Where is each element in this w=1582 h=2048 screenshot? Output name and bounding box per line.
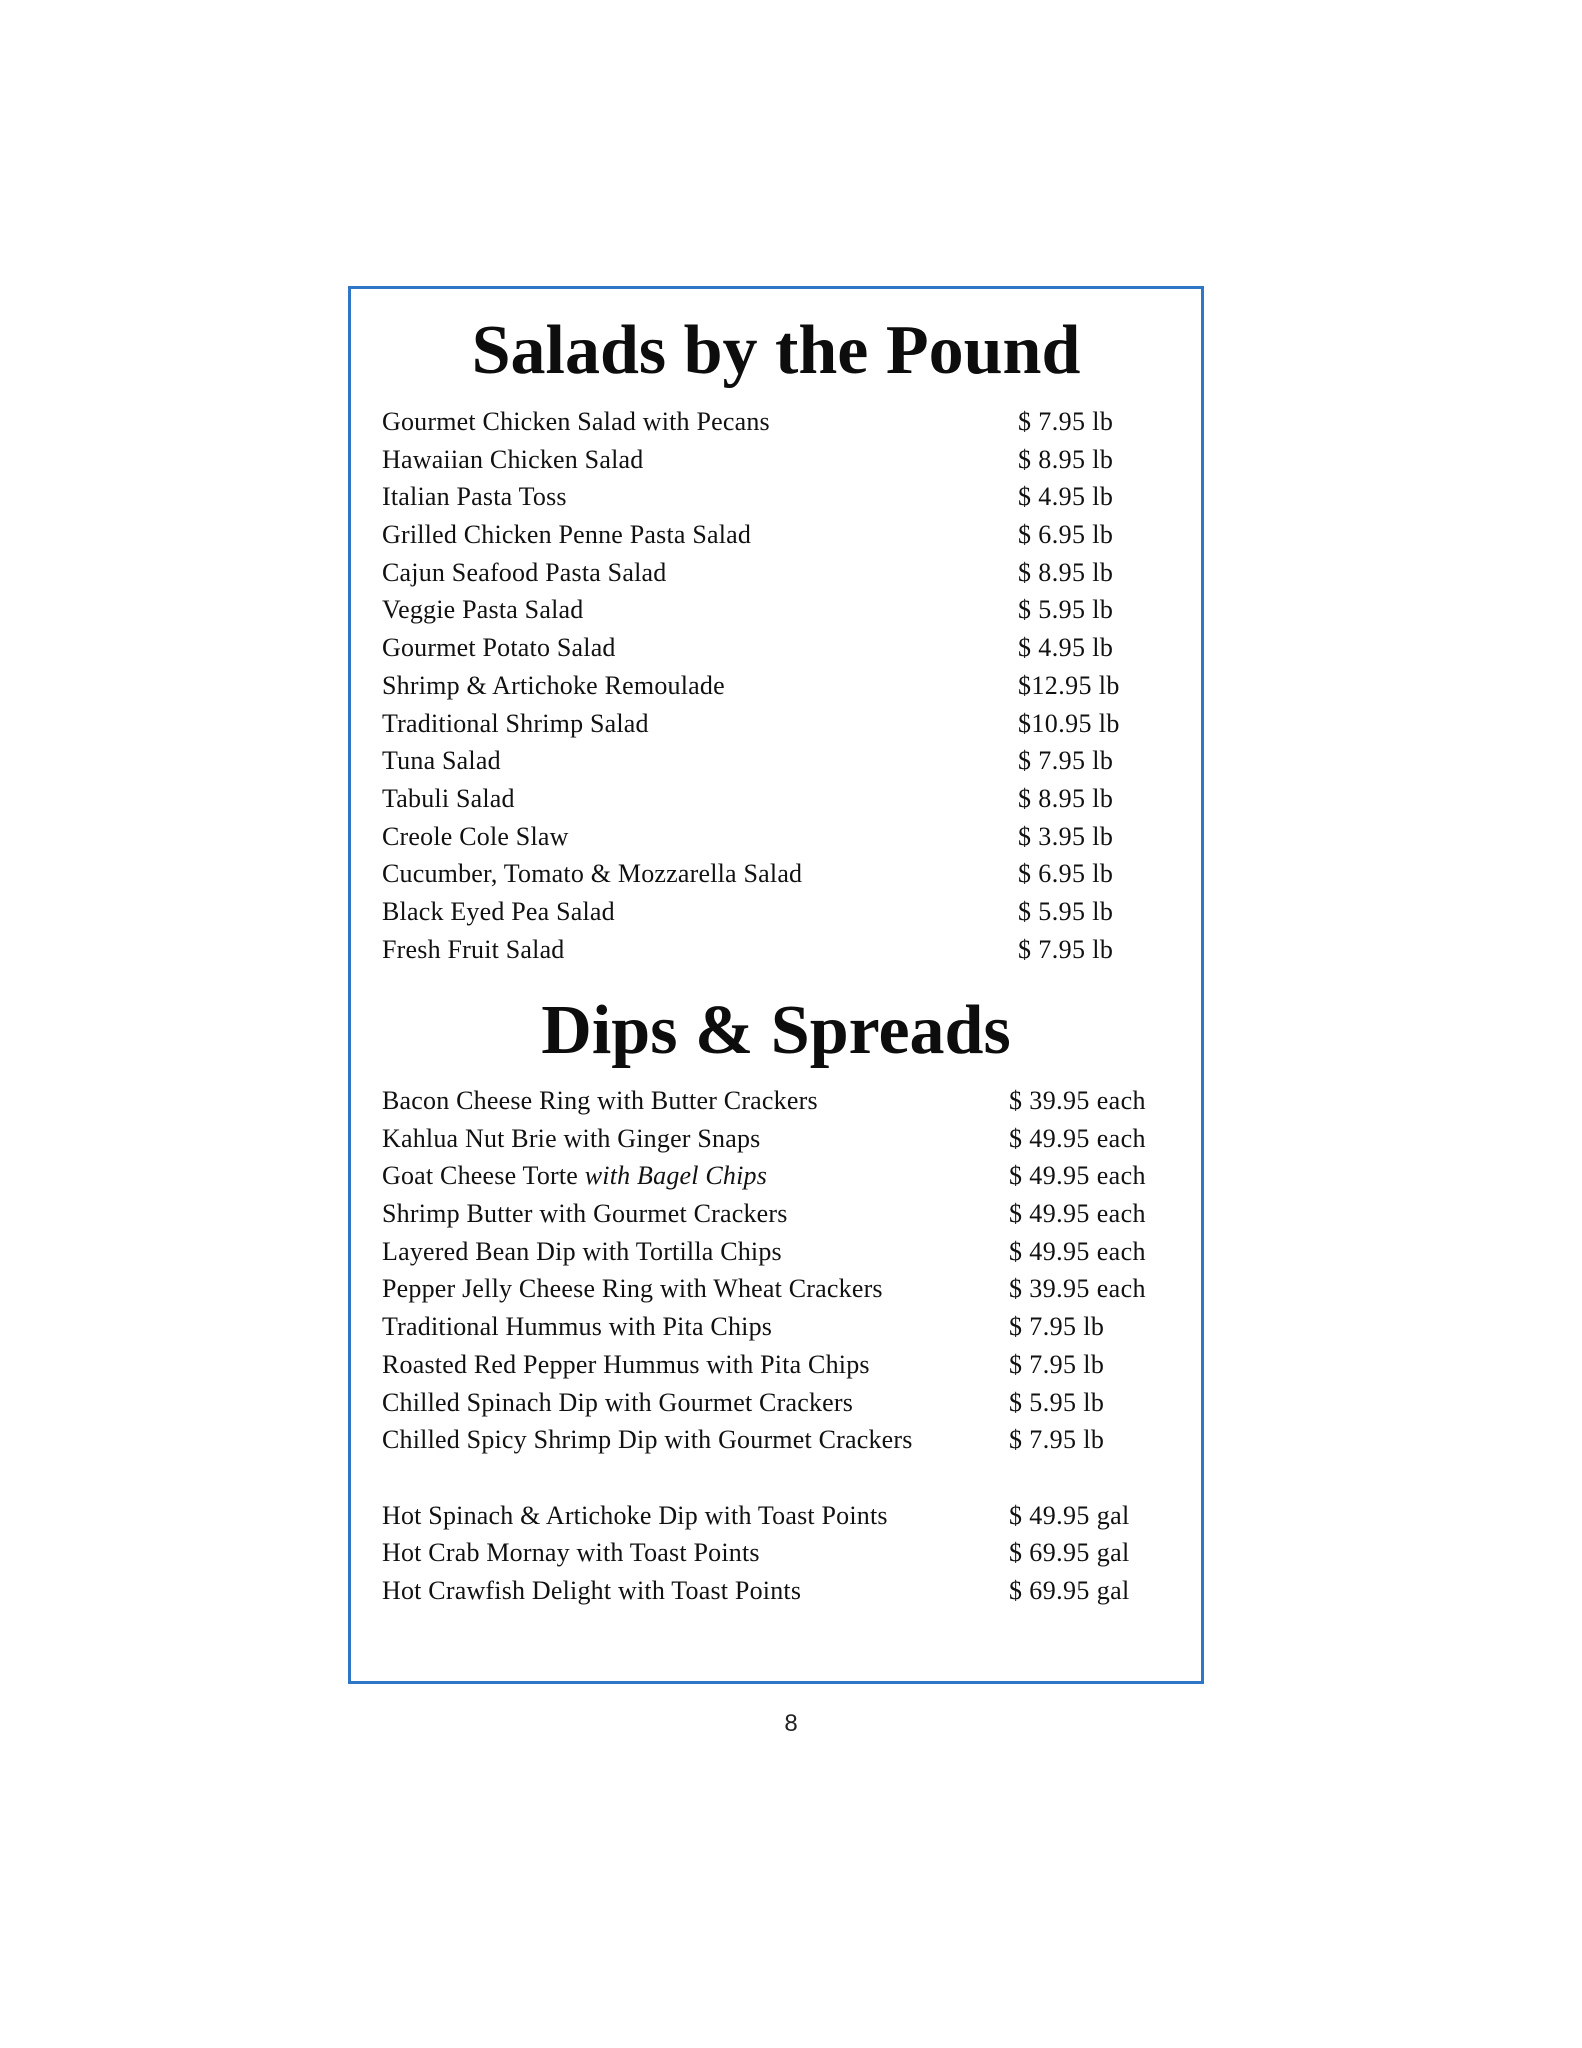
menu-item-price: $ 7.95 lb (1009, 1312, 1105, 1342)
menu-item-name (382, 1572, 801, 1610)
menu-item-name (382, 1534, 760, 1572)
menu-item-name-text: Gourmet Potato Salad (382, 633, 616, 663)
menu-item-name-text: Hot Spinach & Artichoke Dip with Toast Points (382, 1500, 888, 1530)
menu-item-row (382, 931, 1182, 969)
menu-item-name-text: Creole Cole Slaw (382, 821, 569, 851)
menu-item-name (382, 516, 751, 554)
menu-item-price: $ 69.95 gal (1009, 1538, 1130, 1568)
menu-item-price: $ 49.95 each (1009, 1236, 1146, 1266)
menu-item-name (382, 1157, 767, 1195)
menu-item-name (382, 591, 583, 629)
menu-item-name-text: Hot Crab Mornay with Toast Points (382, 1538, 760, 1568)
menu-item-price: $ 49.95 each (1009, 1199, 1146, 1229)
menu-item-name-text: Traditional Hummus with Pita Chips (382, 1312, 773, 1342)
menu-item-name (382, 667, 725, 705)
menu-item-price: $ 7.95 lb (1018, 746, 1114, 776)
menu-item-row (382, 667, 1182, 705)
menu-item-price: $ 8.95 lb (1018, 557, 1114, 587)
menu-item-row (382, 1346, 1182, 1384)
menu-item-row (382, 554, 1182, 592)
menu-box (348, 286, 1204, 1684)
menu-item-price: $ 6.95 lb (1018, 520, 1114, 550)
menu-item-name (382, 1384, 853, 1422)
menu-item-price: $ 5.95 lb (1009, 1387, 1105, 1417)
menu-item-name (382, 478, 567, 516)
menu-item-name-text: Veggie Pasta Salad (382, 595, 584, 625)
menu-item-name-text: Chilled Spinach Dip with Gourmet Crackers (382, 1387, 854, 1417)
menu-item-row (382, 516, 1182, 554)
menu-item-name-text: Cajun Seafood Pasta Salad (382, 557, 667, 587)
menu-item-price: $ 49.95 gal (1009, 1500, 1130, 1530)
menu-item-price: $ 4.95 lb (1018, 633, 1114, 663)
menu-item-row (382, 1233, 1182, 1271)
menu-item-price: $ 5.95 lb (1018, 896, 1114, 926)
menu-item-name-text: Kahlua Nut Brie with Ginger Snaps (382, 1123, 761, 1153)
menu-item-row (382, 478, 1182, 516)
menu-item-price: $ 8.95 lb (1018, 783, 1114, 813)
menu-item-name-text: Fresh Fruit Salad (382, 934, 565, 964)
menu-item-price: $ 5.95 lb (1018, 595, 1114, 625)
menu-item-row (382, 1572, 1182, 1610)
menu-item-price: $ 3.95 lb (1018, 821, 1114, 851)
menu-item-name (382, 1082, 818, 1120)
menu-item-name-text: Gourmet Chicken Salad with Pecans (382, 407, 770, 436)
menu-item-name-text: Black Eyed Pea Salad (382, 896, 615, 926)
menu-item-name (382, 931, 565, 969)
menu-item-row (382, 591, 1182, 629)
menu-item-name (382, 855, 802, 893)
menu-item-row (382, 441, 1182, 479)
menu-item-name-text: Hot Crawfish Delight with Toast Points (382, 1575, 802, 1605)
menu-item-price: $ 49.95 each (1009, 1123, 1146, 1153)
menu-item-name (382, 1497, 888, 1535)
menu-item-row (382, 1384, 1182, 1422)
menu-item-row (382, 1082, 1182, 1120)
menu-item-name-text: Bacon Cheese Ring with Butter Crackers (382, 1086, 818, 1115)
menu-item-name (382, 742, 501, 780)
menu-item-name (382, 1421, 913, 1459)
menu-item-row (382, 705, 1182, 743)
menu-item-name-text: Chilled Spicy Shrimp Dip with Gourmet Crackers (382, 1425, 913, 1455)
list-gap (382, 1459, 1182, 1497)
menu-item-name-text: Grilled Chicken Penne Pasta Salad (382, 520, 752, 550)
menu-item-name-text: Traditional Shrimp Salad (382, 708, 649, 738)
menu-item-price: $ 7.95 lb (1009, 1425, 1105, 1455)
menu-item-row (382, 1497, 1182, 1535)
menu-item-price: $ 7.95 lb (1018, 407, 1114, 436)
menu-item-row (382, 629, 1182, 667)
menu-item-row (382, 855, 1182, 893)
menu-item-price: $ 8.95 lb (1018, 444, 1114, 474)
menu-item-name-text: Pepper Jelly Cheese Ring with Wheat Crackers (382, 1274, 883, 1304)
menu-item-name (382, 1346, 870, 1384)
menu-item-name-text: Tabuli Salad (382, 783, 515, 813)
dips-title: Dips & Spreads (541, 992, 1011, 1069)
menu-item-price: $ 4.95 lb (1018, 482, 1114, 512)
menu-item-row (382, 1421, 1182, 1459)
menu-item-name-text: Hawaiian Chicken Salad (382, 444, 644, 474)
menu-item-name-text: Goat Cheese Torte (382, 1161, 585, 1191)
menu-item-name (382, 705, 649, 743)
menu-item-row (382, 893, 1182, 931)
menu-item-note: with Bagel Chips (584, 1161, 768, 1191)
menu-item-name-text: Shrimp Butter with Gourmet Crackers (382, 1199, 788, 1229)
menu-item-price: $10.95 lb (1018, 708, 1120, 738)
menu-item-name (382, 780, 515, 818)
menu-item-name (382, 554, 666, 592)
menu-item-row (382, 780, 1182, 818)
menu-item-name (382, 1233, 782, 1271)
menu-item-name (382, 403, 770, 441)
menu-item-row (382, 1534, 1182, 1572)
menu-item-price: $ 39.95 each (1009, 1274, 1146, 1304)
menu-item-name (382, 818, 569, 856)
menu-item-name (382, 1270, 883, 1308)
menu-item-name (382, 1195, 788, 1233)
dips-list (382, 1082, 1182, 1610)
menu-item-name (382, 893, 615, 931)
menu-item-name (382, 441, 643, 479)
menu-item-name-text: Shrimp & Artichoke Remoulade (382, 670, 725, 700)
menu-item-row (382, 1308, 1182, 1346)
menu-item-price: $ 69.95 gal (1009, 1575, 1130, 1605)
menu-item-row (382, 1195, 1182, 1233)
menu-item-price: $12.95 lb (1018, 670, 1120, 700)
page-number: 8 (784, 1710, 798, 1737)
menu-item-price: $ 49.95 each (1009, 1161, 1146, 1191)
menu-item-row (382, 742, 1182, 780)
menu-item-row (382, 818, 1182, 856)
menu-item-name-text: Cucumber, Tomato & Mozzarella Salad (382, 859, 803, 889)
menu-item-price: $ 6.95 lb (1018, 859, 1114, 889)
menu-item-row (382, 1270, 1182, 1308)
menu-item-name-text: Italian Pasta Toss (382, 482, 567, 512)
menu-item-name-text: Layered Bean Dip with Tortilla Chips (382, 1236, 782, 1266)
menu-item-name (382, 1308, 772, 1346)
menu-item-row (382, 1120, 1182, 1158)
menu-item-row (382, 403, 1182, 441)
menu-item-price: $ 39.95 each (1009, 1086, 1146, 1115)
menu-item-row (382, 1157, 1182, 1195)
menu-item-name-text: Tuna Salad (382, 746, 501, 776)
salads-title: Salads by the Pound (471, 312, 1081, 389)
menu-item-name-text: Roasted Red Pepper Hummus with Pita Chips (382, 1349, 870, 1379)
salads-list (382, 403, 1182, 968)
menu-item-price: $ 7.95 lb (1018, 934, 1114, 964)
menu-item-name (382, 629, 616, 667)
menu-item-price: $ 7.95 lb (1009, 1349, 1105, 1379)
menu-item-name (382, 1120, 760, 1158)
